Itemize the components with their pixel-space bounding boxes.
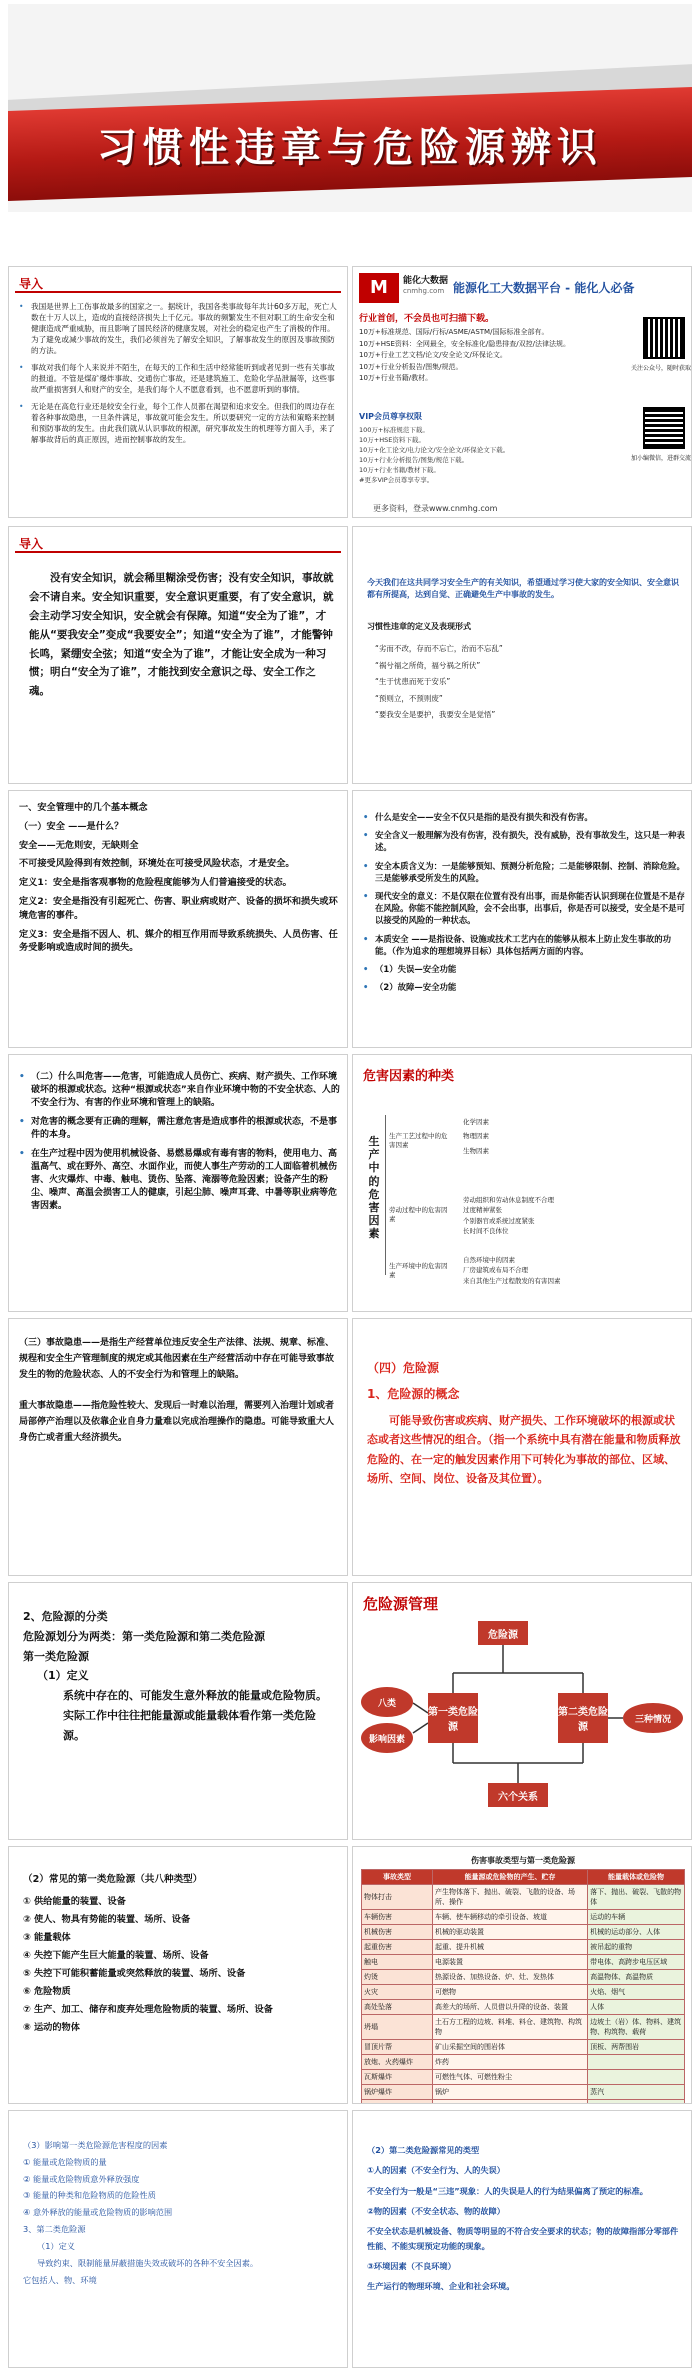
intro-bullet: • 我国是世界上工伤事故最多的国家之一。据统计，我国各类事故每年共计60多万起，死亡人数在十万人以上，造成的直接经济损失上千亿元。事故的频繁发生不但对职工的生命安全和健康造成严重威胁，而且影响了国民经济的健康发展，对社会的稳定也产生了消极的作用。为了避免或减少事故的发生，我们必须首先了解安全知识，了解事故发生的原因及事故预防的方法。 (19, 301, 339, 356)
table-cell: 瓦斯爆炸 (362, 2070, 433, 2085)
quote: “祸兮福之所倚，福兮祸之所伏” (375, 660, 481, 670)
table-cell: 蒸汽 (588, 2085, 685, 2100)
item: 自然环境中的因素 (463, 1256, 515, 1264)
slide-classification (8, 1582, 348, 1840)
ad-headline: 能源化工大数据平台 - 能化人必备 (453, 281, 635, 295)
line: 3、第二类危险源 (23, 2224, 86, 2235)
table-row (362, 2040, 685, 2055)
group2-label: 劳动过程中的危害因素 (389, 1206, 448, 1223)
table-cell (588, 2070, 685, 2085)
vertical-label: 生产中的危害因素 (368, 1135, 380, 1241)
line: 定义1：安全是指客观事物的危险程度能够为人们普遍接受的状态。 (19, 877, 292, 889)
line: （三）事故隐患——是指生产经营单位违反安全生产法律、法规、规章、标准、规程和安全生产管理制度的规定或其他因素在生产经营活动中存在可能导致事故发生的物的危险状态、人的不安全行为和管理上的缺陷。 (19, 1338, 335, 1381)
intro-paragraph: 没有安全知识，就会稀里糊涂受伤害；没有安全知识，事故就会不请自来。安全知识重要，安全意识更重要，有了安全意识，就会主动学习安全知识，安全就会有保障。知道“安全为了谁”，才能从“要我安全”变成“我要安全”；知道“安全为了谁”，才能警钟长鸣，紧绷安全弦；知道“安全为了谁”，才能让安全成为一种习惯；明白“安全为了谁”，才能找到安全意识之母、安全工作之魂。 (29, 572, 334, 698)
table-row (362, 2000, 685, 2015)
line: 定义2：安全是指没有引起死亡、伤害、职业病或财产、设备的损坏和损失或环境危害的事件。 (19, 895, 338, 921)
definition-paragraph: 可能导致伤害或疾病、财产损失、工作环境破坏的根源或状态或者这些情况的组合。（指一个系统中具有潜在能量和物质释放危险的、在一定的触发因素作用下可转化为事故的部位、区域、场所、空间、岗位、设备及其位置）。 (367, 1414, 681, 1485)
slide-second-class-types (352, 2110, 692, 2368)
group2-items (463, 1195, 554, 1237)
vip-title: VIP会员尊享权限 (359, 412, 423, 421)
table-row (362, 2055, 685, 2070)
vip-line: 10万+HSE资料下载。 (359, 436, 425, 445)
slide-intro-2 (8, 526, 348, 784)
line: （1）定义 (37, 1669, 89, 1683)
ad-footer: 更多资料，登录www.cnmhg.com (373, 504, 498, 513)
intro-slide (8, 266, 348, 518)
table-cell: 锅炉 (433, 2085, 588, 2100)
accident-lines (19, 1335, 341, 1446)
table-row (362, 2085, 685, 2100)
meaning-list (363, 811, 685, 999)
slide-title: 危害因素的种类 (363, 1069, 455, 1084)
table-cell: 车辆伤害 (362, 1910, 433, 1925)
line: （1）定义 (37, 2240, 75, 2251)
line: ②物的因素（不安全状态、物的故障） (367, 2206, 505, 2217)
ad-domain: cnmhg.com (403, 287, 445, 295)
ad-slide (352, 266, 692, 518)
table-cell: 机械的运动部分、人体 (588, 1925, 685, 1940)
line: 安全——无危则安，无缺则全 (19, 839, 139, 851)
line: （2）第二类危险源常见的类型 (367, 2145, 480, 2155)
line: ①人的因素（不安全行为、人的失误） (367, 2165, 505, 2176)
line: • 本质安全 ——是指设备、设施或技术工艺内在的能够从根本上防止发生事故的功能。（作为追求的理想境界目标）具体包括两方面的内容。 (363, 933, 685, 957)
classification-lines (23, 1607, 335, 1746)
title-slide (8, 4, 692, 212)
ad-line: 10万+标准规范、国际/行标/ASME/ASTM/国际标准全部有。 (359, 328, 549, 336)
headline: 今天我们在这共同学习安全生产的有关知识，希望通过学习使大家的安全知识、安全意识都有所提高，达到自觉、正确避免生产中事故的发生。 (367, 578, 679, 599)
ad-subtitle: 行业首创，不会员也可扫描下载。 (359, 314, 495, 324)
slide-title: 导入 (19, 537, 44, 551)
factor-lines (23, 2137, 343, 2288)
table-cell: 土石方工程的边坡、料堆、料仓、建筑物、构筑物 (433, 2015, 588, 2040)
line: ① 能量或危险物质的量 (23, 2156, 107, 2167)
ad-line: 10万+行业工艺文档/论文/安全论文/环保论文。 (359, 351, 507, 360)
slide-title: 危险源管理 (363, 1595, 439, 1613)
table-cell: 高处坠落 (362, 2000, 433, 2015)
line: • （1）失误—安全功能 (363, 963, 685, 975)
bracket-line (385, 1115, 386, 1275)
vip-line: 10万+行业分析报告/图集/规范下载。 (359, 456, 469, 465)
ad-lines (359, 327, 609, 385)
table-cell: 起重、提升机械 (433, 1940, 588, 1955)
qr-code-icon (643, 317, 685, 359)
slide-title: （2）常见的第一类危险源（共八种类型） (23, 1874, 203, 1885)
slide-hazard (8, 1054, 348, 1312)
line: ③环境因素（不良环境） (367, 2261, 456, 2272)
group3-label: 生产环境中的危害因素 (389, 1262, 448, 1279)
slide-hazard-source (352, 1318, 692, 1576)
header-cell: 能量载体或危险物 (588, 1870, 685, 1885)
table-cell: 火灾 (362, 1985, 433, 2000)
ad-line: 10万+行业书籍/教材。 (359, 374, 433, 383)
six-relations-node: 六个关系 (488, 1783, 548, 1807)
group1-items (463, 1115, 489, 1158)
intro-bullets (19, 301, 339, 451)
type-item: ① 供给能量的装置、设备 (23, 1896, 126, 1907)
table-cell: 炸药 (433, 2055, 588, 2070)
slide-title: （四）危险源 (367, 1361, 440, 1375)
quote: “要我安全是要护，我要安全是觉悟” (375, 710, 496, 719)
line: • 在生产过程中因为使用机械设备、易燃易爆或有毒有害的物料，使用电力、高温高气、或在野外、高空、水面作业，而使人事生产劳动的工人面临着机械伤害、火灾爆炸、中毒、触电、烫伤、坠落、淹溺等危险因素；设备产生的粉尘、噪声、高温会损害工人的健康，引起尘肺、噪声耳聋、中暑等职业病等危害因素。 (19, 1148, 341, 1213)
line: 危险源划分为两类：第一类危险源和第二类危险源 (23, 1629, 265, 1643)
table-cell: 高温物体、高温物质 (588, 1970, 685, 1985)
line: 不安全状态是机械设备、物质等明显的不符合安全要求的状态；物的故障指部分零部件性能、不能实现预定功能的现象。 (367, 2226, 679, 2251)
eight-types-node: 八类 (361, 1687, 413, 1717)
type-item: ⑧ 运动的物体 (23, 2021, 80, 2033)
table-row (362, 2070, 685, 2085)
table-cell: 落下、抛出、破裂、飞散的物体 (588, 1885, 685, 1910)
qr-code-icon (643, 407, 685, 449)
type-item: ② 使人、物具有势能的装置、场所、设备 (23, 1913, 191, 1925)
line: 实际工作中往往把能量源或能量载体看作第一类危险源。 (63, 1708, 316, 1742)
table-cell: 车辆、使车辆移动的牵引设备、坡道 (433, 1910, 588, 1925)
line: 重大事故隐患——指危险性较大、发现后一时难以治理，需要列入治理计划或者局部停产治理以及依靠企业自身力量难以完成治理操作的隐患。可能导致重大人身伤亡或者重大经济损失。 (19, 1400, 335, 1443)
item: 长时间不良体位 (463, 1227, 509, 1236)
table-cell: 人体 (588, 2000, 685, 2015)
item: 过度精神紧张 (463, 1206, 502, 1215)
type-item: ⑦ 生产、加工、储存和废弃处理危险物质的装置、场所、设备 (23, 2003, 273, 2015)
table-cell: 触电 (362, 1955, 433, 1970)
ad-brand: 能化大数据 (403, 276, 449, 286)
intro-bullet: • 无论是在高危行业还是较安全行业，每个工作人员都在渴望和追求安全。但我们的周边存在着各种事故隐患，一旦条件满足，事故就可能会发生。所以要研究一定的方法和策略来控制和预防事故的发生。由此我们就从认识事故的根源，研究事故发生的机理等方面入手，来了解事故背后的真正原因，进而控制事故的发生。 (19, 401, 339, 445)
table-cell: 被吊起的重物 (588, 1940, 685, 1955)
slide-first-class-types (8, 1846, 348, 2104)
slide-hazard-types (352, 1054, 692, 1312)
type-item: ④ 失控下能产生巨大能量的装置、场所、设备 (23, 1949, 209, 1961)
table-wrap (361, 1869, 685, 2104)
line: 不可接受风险得到有效控制，环境处在可接受风险状态，才是安全。 (19, 858, 295, 870)
second-class-lines (367, 2143, 683, 2294)
ad-line: 10万+HSE资料：全网最全，安全标准化/隐患排查/双控/法律法规。 (359, 339, 570, 348)
vip-line: #更多VIP会员尊享专享。 (359, 476, 434, 485)
line: 不安全行为一般是“三违”现象：人的失误是人的行为结果偏离了预定的标准。 (367, 2185, 648, 2196)
table-cell: 带电体、高跨步电压区域 (588, 1955, 685, 1970)
slide-safety-concept (8, 790, 348, 1048)
table-row (362, 1940, 685, 1955)
type-item: ⑤ 失控下可能积蓄能量或突然释放的装置、场所、设备 (23, 1967, 246, 1979)
table-cell: 火焰、烟气 (588, 1985, 685, 2000)
line: （一）安全 ——是什么？ (19, 820, 124, 832)
hazard-list (19, 1071, 341, 1219)
table-cell (362, 2100, 433, 2105)
first-class-node: 第一类危险源 (428, 1693, 478, 1743)
line: ④ 意外释放的能量或危险物质的影响范围 (23, 2207, 173, 2218)
vip-line: 100万+标准规范下载。 (359, 426, 429, 434)
line: ③ 能量的种类和危险物质的危险性质 (23, 2190, 156, 2201)
table-row (362, 1955, 685, 1970)
intro-title: 导入 (19, 277, 44, 291)
table-cell: 坍塌 (362, 2015, 433, 2040)
table-row (362, 1925, 685, 1940)
item: 生物因素 (463, 1146, 489, 1155)
table-row (362, 1910, 685, 1925)
table-cell (433, 2100, 588, 2105)
three-cases-node: 三种情况 (623, 1703, 683, 1733)
item: 劳动组织和劳动休息制度不合理 (463, 1196, 554, 1204)
table-cell: 电源装置 (433, 1955, 588, 1970)
types-list (23, 1893, 343, 2037)
table-header-row (362, 1870, 685, 1885)
group1-label: 生产工艺过程中的危害因素 (389, 1132, 448, 1149)
table-row (362, 1885, 685, 1910)
table-cell: 机械伤害 (362, 1925, 433, 1940)
type-item: ⑥ 危险物质 (23, 1985, 71, 1997)
line: 生产运行的物理环境、企业和社会环境。 (367, 2281, 515, 2292)
second-class-node: 第二类危险源 (558, 1693, 608, 1743)
subheading: 1、危险源的概念 (367, 1387, 460, 1401)
item: 厂房建筑或布局不合理 (463, 1266, 528, 1275)
table-cell: 冒顶片帮 (362, 2040, 433, 2055)
line: • （2）故障—安全功能 (363, 981, 685, 993)
table-cell: 可燃物 (433, 1985, 588, 2000)
factors-node: 影响因素 (361, 1723, 413, 1753)
line: 它包括人、物、环境 (23, 2274, 97, 2285)
line: 2、危险源的分类 (23, 1610, 108, 1623)
quote-list (375, 641, 675, 724)
hazard-source-node: 危险源 (478, 1621, 528, 1645)
slide-accident-hazard (8, 1318, 348, 1576)
header-cell: 能量源或危险物的产生、贮存 (433, 1870, 588, 1885)
item: 物理因素 (463, 1132, 489, 1141)
line: • 对危害的概念要有正确的理解，需注意危害是造成事件的根源或状态，不是事件的本身。 (19, 1116, 341, 1142)
table-cell: 锅炉爆炸 (362, 2085, 433, 2100)
slide-hazard-management (352, 1582, 692, 1840)
table-cell: 可燃性气体、可燃性粉尘 (433, 2070, 588, 2085)
line: ② 能量或危险物质意外释放强度 (23, 2173, 140, 2184)
quote: “生于忧患而死于安乐” (375, 677, 451, 686)
table-cell: 灼烫 (362, 1970, 433, 1985)
table-cell: 高差大的场所、人员借以升降的设备、装置 (433, 2000, 588, 2015)
vip-lines (359, 425, 609, 485)
table-cell: 矿山采掘空间的围岩体 (433, 2040, 588, 2055)
ad-line: 10万+行业分析报告/图集/规范。 (359, 362, 463, 371)
brand-logo-icon: M (359, 273, 399, 303)
item: 化学因素 (463, 1118, 489, 1126)
line: 导致约束、限制能量屏蔽措施失效或破坏的各种不安全因素。 (37, 2257, 259, 2268)
table-cell (588, 2055, 685, 2070)
line: • （二）什么叫危害——危害，可能造成人员伤亡、疾病、财产损失、工作环境破坏的根源或状态。这种“根源或状态”来自作业环境中物的不安全状态、人的不安全行为、有害的作业环境和管理上的缺陷。 (19, 1071, 341, 1110)
table-cell: 运动的车辆 (588, 1910, 685, 1925)
table-cell: 热源设备、加热设备、炉、灶、发热体 (433, 1970, 588, 1985)
line: • 安全含义一般理解为没有伤害，没有损失，没有威胁，没有事故发生，这只是一种表述。 (363, 829, 685, 853)
concept-lines (19, 801, 341, 960)
quote: “劣而不改，存而不忘亡，治而不忘乱” (375, 644, 503, 653)
vip-line: 10万+行业书籍/教材下载。 (359, 466, 440, 475)
line: • 现代安全的意义：不是仅限在位置有没有出事，而是你能否认识到现在位置是不是存在风险。你能不能控制风险，会不会出事，出事后，你是否可以接受，安全是不是可以接受的风险的一种状态。 (363, 890, 685, 927)
line: • 什么是安全——安全不仅只是指的是没有损失和没有伤害。 (363, 811, 685, 823)
intro-divider (15, 291, 341, 293)
type-item: ③ 能量载体 (23, 1931, 71, 1943)
quote: “预则立，不预则废” (375, 693, 443, 703)
slide-divider (15, 551, 341, 553)
line: 一、安全管理中的几个基本概念 (19, 802, 148, 813)
table-cell: 边坡土（岩）体、物料、建筑物、构筑物、载荷 (588, 2015, 685, 2040)
line: 系统中存在的、可能发生意外释放的能量或危险物质。 (63, 1689, 327, 1703)
table-row (362, 2100, 685, 2105)
table-cell (588, 2100, 685, 2105)
table-row (362, 2015, 685, 2040)
line: （3）影响第一类危险源危害程度的因素 (23, 2140, 168, 2150)
line: 定义3：安全是指不因人、机、媒介的相互作用而导致系统损失、人员伤害、任务受影响或造成时间的损失。 (19, 928, 338, 954)
slide-influence-factors (8, 2110, 348, 2368)
accident-table (361, 1869, 685, 2104)
header-cell: 事故类型 (362, 1870, 433, 1885)
table-title: 伤害事故类型与第一类危险源 (471, 1856, 575, 1865)
slide-accident-table (352, 1846, 692, 2104)
line: 第一类危险源 (23, 1649, 89, 1663)
intro-bullet: • 事故对我们每个人来说并不陌生，在每天的工作和生活中经常能听到或者见到一些有关事故的报道。不管是煤矿爆炸事故、交通伤亡事故，还是建筑施工、危险化学品泄漏等，这些事故严重损害到人和财产的安全，是我们每个人不愿意看到，也不愿意听到的事情。 (19, 362, 339, 395)
line: • 安全本质含义为：一是能够预知、预测分析危险；二是能够限制、控制、消除危险。三是能够承受所发生的风险。 (363, 860, 685, 884)
table-cell: 机械的驱动装置 (433, 1925, 588, 1940)
table-body (362, 1885, 685, 2105)
table-cell: 放炮、火药爆炸 (362, 2055, 433, 2070)
table-cell: 物体打击 (362, 1885, 433, 1910)
subheading: 习惯性违章的定义及表现形式 (367, 622, 471, 631)
table-cell: 产生物体落下、抛出、破裂、飞散的设备、场所、操作 (433, 1885, 588, 1910)
table-row (362, 1985, 685, 2000)
slide-safety-meaning (352, 790, 692, 1048)
item: 来自其他生产过程散发的有害因素 (463, 1276, 561, 1285)
group3-items (463, 1255, 561, 1286)
table-row (362, 1970, 685, 1985)
banner-title: 习惯性违章与危险源辨识 (97, 125, 603, 171)
qr1-label: 关注公众号，随时获取 (630, 365, 691, 372)
qr2-label: 加小编微信，进群交流 (630, 455, 691, 462)
table-cell: 顶板、两帮围岩 (588, 2040, 685, 2055)
vip-line: 10万+化工论文/电力论文/安全论文/环保论文下载。 (359, 446, 510, 455)
slide-quotes (352, 526, 692, 784)
item: 个别器官或系统过度紧张 (463, 1216, 535, 1225)
table-cell: 起重伤害 (362, 1940, 433, 1955)
